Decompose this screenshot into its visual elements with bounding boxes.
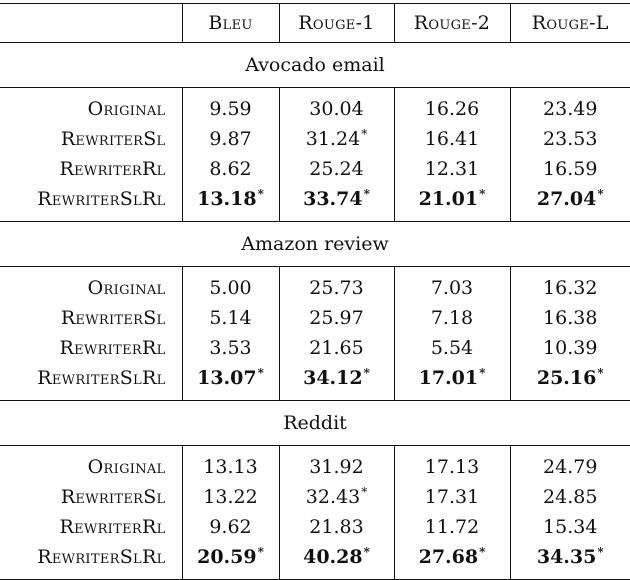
- metric-value: 7.18: [430, 307, 474, 329]
- metric-cell: [510, 124, 630, 154]
- metric-value: 5.14: [209, 307, 252, 329]
- metric-value: 13.07: [197, 367, 257, 389]
- metric-cell: [279, 124, 394, 154]
- metric-value: 16.32: [543, 277, 598, 299]
- metric-value: 16.59: [543, 158, 598, 180]
- section-title: Avocado email: [0, 43, 630, 88]
- metric-cell: [182, 184, 279, 222]
- metric-value: 21.01: [418, 188, 479, 210]
- metric-cell: [394, 303, 510, 333]
- metric-cell: [510, 303, 630, 333]
- metric-cell: [279, 88, 394, 125]
- metric-cell: [182, 124, 279, 154]
- method-name: RewriterSlRl: [0, 363, 182, 401]
- metric-value: 13.13: [203, 456, 258, 478]
- metric-value: 16.38: [543, 307, 598, 329]
- section-header: [0, 222, 630, 267]
- metric-cell: [394, 542, 510, 580]
- metric-value: 31.92: [309, 456, 364, 478]
- metric-cell: [394, 184, 510, 222]
- metric-cell: [182, 333, 279, 363]
- metric-cell: [510, 446, 630, 483]
- metric-cell: [394, 88, 510, 125]
- header-rouge-2: Rouge-2: [394, 4, 510, 43]
- header-corner: [0, 4, 182, 43]
- section-header: [0, 401, 630, 446]
- metric-value: 32.43: [305, 486, 361, 508]
- significance-marker: *: [479, 366, 486, 380]
- metric-cell: [279, 303, 394, 333]
- metric-value: 27.04: [536, 188, 597, 210]
- method-name: RewriterSlRl: [0, 542, 182, 580]
- table-row: [0, 124, 630, 154]
- metric-value: 17.31: [424, 486, 480, 508]
- metric-cell: [510, 482, 630, 512]
- metric-value: 7.03: [430, 277, 474, 299]
- metric-value: 20.59: [197, 546, 257, 568]
- method-name: Original: [0, 267, 182, 304]
- metric-cell: [394, 154, 510, 184]
- metric-cell: [510, 154, 630, 184]
- metric-value: 30.04: [309, 98, 364, 120]
- metric-value: 9.87: [209, 128, 252, 150]
- metric-value: 23.53: [543, 128, 598, 150]
- metric-cell: [279, 446, 394, 483]
- metric-value: 3.53: [209, 337, 252, 359]
- metric-value: 31.24: [305, 128, 361, 150]
- metric-cell: [279, 512, 394, 542]
- table-row: [0, 88, 630, 125]
- metric-value: 11.72: [424, 516, 480, 538]
- metric-cell: [279, 267, 394, 304]
- method-name: RewriterRl: [0, 512, 182, 542]
- metric-cell: [182, 88, 279, 125]
- method-name: Original: [0, 88, 182, 125]
- metric-value: 21.83: [309, 516, 364, 538]
- metric-value: 13.18: [197, 188, 257, 210]
- table-row: [0, 363, 630, 401]
- metric-cell: [279, 333, 394, 363]
- significance-marker: *: [257, 366, 264, 380]
- method-name: RewriterSlRl: [0, 184, 182, 222]
- table-row: [0, 482, 630, 512]
- header-row: [0, 4, 630, 43]
- metric-value: 27.68: [418, 546, 479, 568]
- section-title: Amazon review: [0, 222, 630, 267]
- metric-cell: [510, 333, 630, 363]
- metric-value: 25.16: [536, 367, 597, 389]
- metric-cell: [182, 446, 279, 483]
- metric-cell: [182, 303, 279, 333]
- metric-cell: [510, 363, 630, 401]
- method-name: RewriterSl: [0, 124, 182, 154]
- significance-marker: *: [479, 187, 486, 201]
- significance-marker: *: [597, 187, 604, 201]
- significance-marker: *: [479, 545, 486, 559]
- metric-value: 15.34: [543, 516, 598, 538]
- table-row: [0, 184, 630, 222]
- significance-marker: *: [363, 187, 370, 201]
- metric-cell: [182, 482, 279, 512]
- significance-marker: *: [597, 545, 604, 559]
- metric-cell: [279, 363, 394, 401]
- table-row: [0, 512, 630, 542]
- metric-value: 17.01: [418, 367, 479, 389]
- metric-value: 10.39: [543, 337, 598, 359]
- metric-value: 33.74: [303, 188, 363, 210]
- metric-value: 25.24: [309, 158, 364, 180]
- metric-cell: [279, 184, 394, 222]
- metric-value: 21.65: [309, 337, 364, 359]
- metric-value: 34.12: [303, 367, 363, 389]
- table-row: [0, 154, 630, 184]
- metric-cell: [510, 542, 630, 580]
- metric-cell: [394, 124, 510, 154]
- metric-cell: [279, 154, 394, 184]
- metric-cell: [394, 267, 510, 304]
- metric-value: 24.85: [543, 486, 598, 508]
- significance-marker: *: [257, 545, 264, 559]
- metric-value: 16.41: [424, 128, 480, 150]
- metric-cell: [394, 512, 510, 542]
- metric-value: 8.62: [209, 158, 252, 180]
- header-rouge-l: Rouge-L: [510, 4, 630, 43]
- method-name: RewriterRl: [0, 333, 182, 363]
- metric-value: 25.97: [309, 307, 364, 329]
- metric-cell: [394, 446, 510, 483]
- method-name: RewriterSl: [0, 303, 182, 333]
- metric-cell: [279, 482, 394, 512]
- metric-value: 5.00: [209, 277, 252, 299]
- significance-marker: *: [361, 485, 368, 499]
- significance-marker: *: [361, 127, 368, 141]
- section-header: [0, 43, 630, 88]
- table-row: [0, 303, 630, 333]
- method-name: Original: [0, 446, 182, 483]
- metric-value: 12.31: [424, 158, 480, 180]
- metric-cell: [182, 512, 279, 542]
- significance-marker: *: [363, 545, 370, 559]
- metric-cell: [510, 267, 630, 304]
- metric-value: 5.54: [430, 337, 474, 359]
- table-row: [0, 333, 630, 363]
- significance-marker: *: [257, 187, 264, 201]
- header-bleu: Bleu: [182, 4, 279, 43]
- metric-value: 40.28: [303, 546, 363, 568]
- significance-marker: *: [597, 366, 604, 380]
- metric-cell: [279, 542, 394, 580]
- metric-value: 9.59: [209, 98, 252, 120]
- table-row: [0, 542, 630, 580]
- metric-cell: [510, 184, 630, 222]
- method-name: RewriterRl: [0, 154, 182, 184]
- metric-value: 24.79: [543, 456, 598, 478]
- metric-value: 25.73: [309, 277, 364, 299]
- metric-value: 13.22: [203, 486, 258, 508]
- metric-value: 16.26: [424, 98, 480, 120]
- metric-cell: [182, 154, 279, 184]
- metric-cell: [182, 542, 279, 580]
- metric-cell: [510, 88, 630, 125]
- metric-value: 9.62: [209, 516, 252, 538]
- metric-cell: [394, 333, 510, 363]
- metric-cell: [510, 512, 630, 542]
- table-row: [0, 267, 630, 304]
- significance-marker: *: [363, 366, 370, 380]
- metric-cell: [394, 363, 510, 401]
- section-title: Reddit: [0, 401, 630, 446]
- metric-cell: [394, 482, 510, 512]
- metric-value: 23.49: [543, 98, 598, 120]
- table-row: [0, 446, 630, 483]
- metric-value: 34.35: [536, 546, 597, 568]
- metric-value: 17.13: [424, 456, 480, 478]
- metric-cell: [182, 267, 279, 304]
- header-rouge-1: Rouge-1: [279, 4, 394, 43]
- results-table: [0, 3, 630, 580]
- method-name: RewriterSl: [0, 482, 182, 512]
- metric-cell: [182, 363, 279, 401]
